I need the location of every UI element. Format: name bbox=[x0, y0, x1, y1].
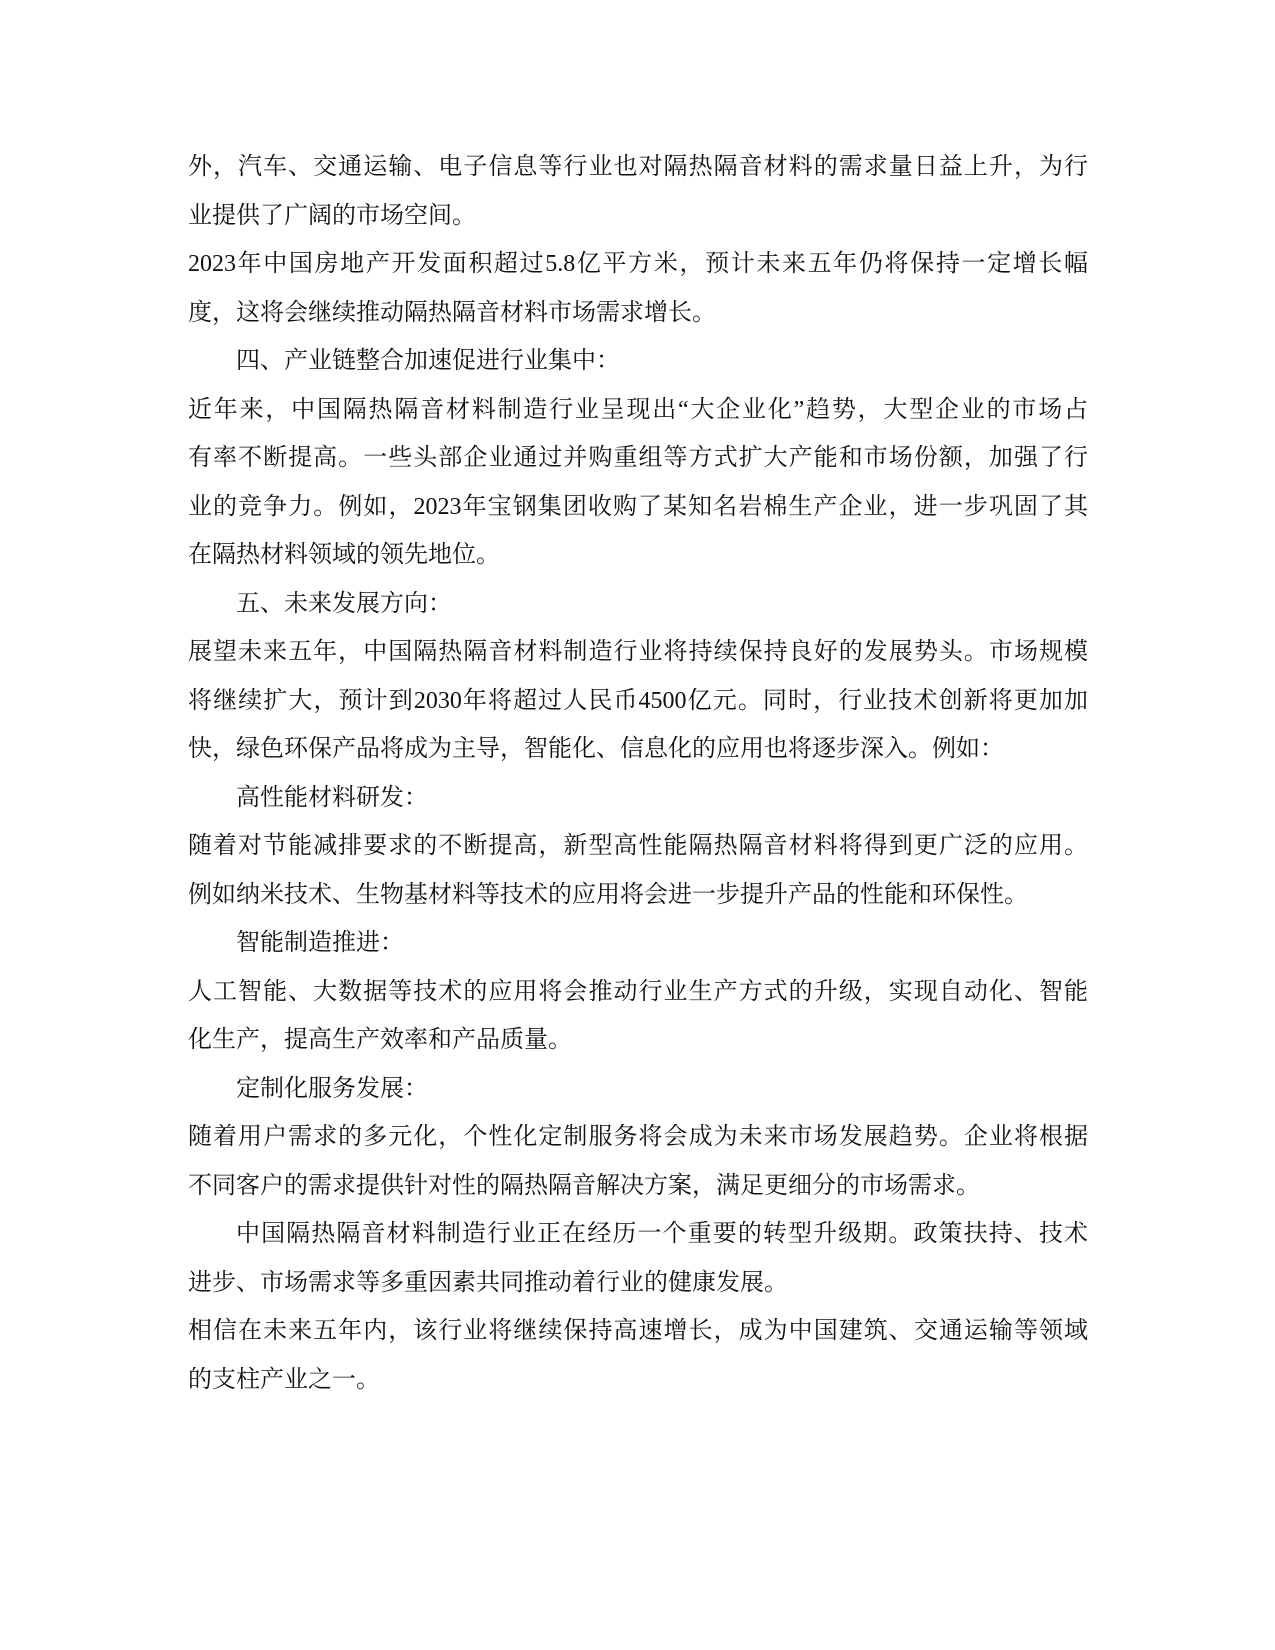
body-line: 在隔热材料领域的领先地位。 bbox=[188, 542, 500, 568]
body-line: 近年来，中国隔热隔音材料制造行业呈现出“大企业化”趋势，大型企业的市场占 bbox=[188, 396, 1088, 423]
body-line: 不同客户的需求提供针对性的隔热隔音解决方案，满足更细分的市场需求。 bbox=[188, 1172, 980, 1199]
body-line: 相信在未来五年内，该行业将继续保持高速增长，成为中国建筑、交通运输等领域 bbox=[188, 1318, 1088, 1344]
body-line: 中国隔热隔音材料制造行业正在经历一个重要的转型升级期。政策扶持、技术 bbox=[236, 1221, 1088, 1247]
body-line: 进步、市场需求等多重因素共同推动着行业的健康发展。 bbox=[188, 1269, 788, 1296]
body-line: 随着对节能减排要求的不断提高，新型高性能隔热隔音材料将得到更广泛的应用。 bbox=[188, 833, 1088, 859]
body-line: 业的竞争力。例如，2023年宝钢集团收购了某知名岩棉生产企业，进一步巩固了其 bbox=[188, 493, 1088, 520]
body-line: 将继续扩大，预计到2030年将超过人民币4500亿元。同时，行业技术创新将更加加 bbox=[188, 687, 1088, 714]
body-line: 快，绿色环保产品将成为主导，智能化、信息化的应用也将逐步深入。例如： bbox=[188, 736, 1004, 762]
body-line: 2023年中国房地产开发面积超过5.8亿平方米，预计未来五年仍将保持一定增长幅 bbox=[188, 251, 1088, 277]
body-line: 度，这将会继续推动隔热隔音材料市场需求增长。 bbox=[188, 299, 716, 326]
body-line: 随着用户需求的多元化，个性化定制服务将会成为未来市场发展趋势。企业将根据 bbox=[188, 1124, 1088, 1150]
section-heading-5: 五、未来发展方向： bbox=[236, 590, 452, 617]
body-line: 的支柱产业之一。 bbox=[188, 1366, 380, 1393]
body-line: 外，汽车、交通运输、电子信息等行业也对隔热隔音材料的需求量日益上升，为行 bbox=[188, 154, 1088, 180]
body-line: 展望未来五年，中国隔热隔音材料制造行业将持续保持良好的发展势头。市场规模 bbox=[188, 639, 1088, 665]
body-line: 化生产，提高生产效率和产品质量。 bbox=[188, 1027, 572, 1053]
subheading-customized-services: 定制化服务发展： bbox=[236, 1075, 428, 1102]
body-line: 例如纳米技术、生物基材料等技术的应用将会进一步提升产品的性能和环保性。 bbox=[188, 881, 1028, 908]
body-line: 业提供了广阔的市场空间。 bbox=[188, 202, 476, 229]
body-line: 有率不断提高。一些头部企业通过并购重组等方式扩大产能和市场份额，加强了行 bbox=[188, 445, 1088, 471]
document-text-block bbox=[188, 143, 1088, 1404]
subheading-smart-manufacturing: 智能制造推进： bbox=[236, 930, 404, 956]
body-line: 人工智能、大数据等技术的应用将会推动行业生产方式的升级，实现自动化、智能 bbox=[188, 978, 1088, 1005]
subheading-high-performance-rnd: 高性能材料研发： bbox=[236, 784, 428, 811]
section-heading-4: 四、产业链整合加速促进行业集中： bbox=[236, 348, 620, 374]
